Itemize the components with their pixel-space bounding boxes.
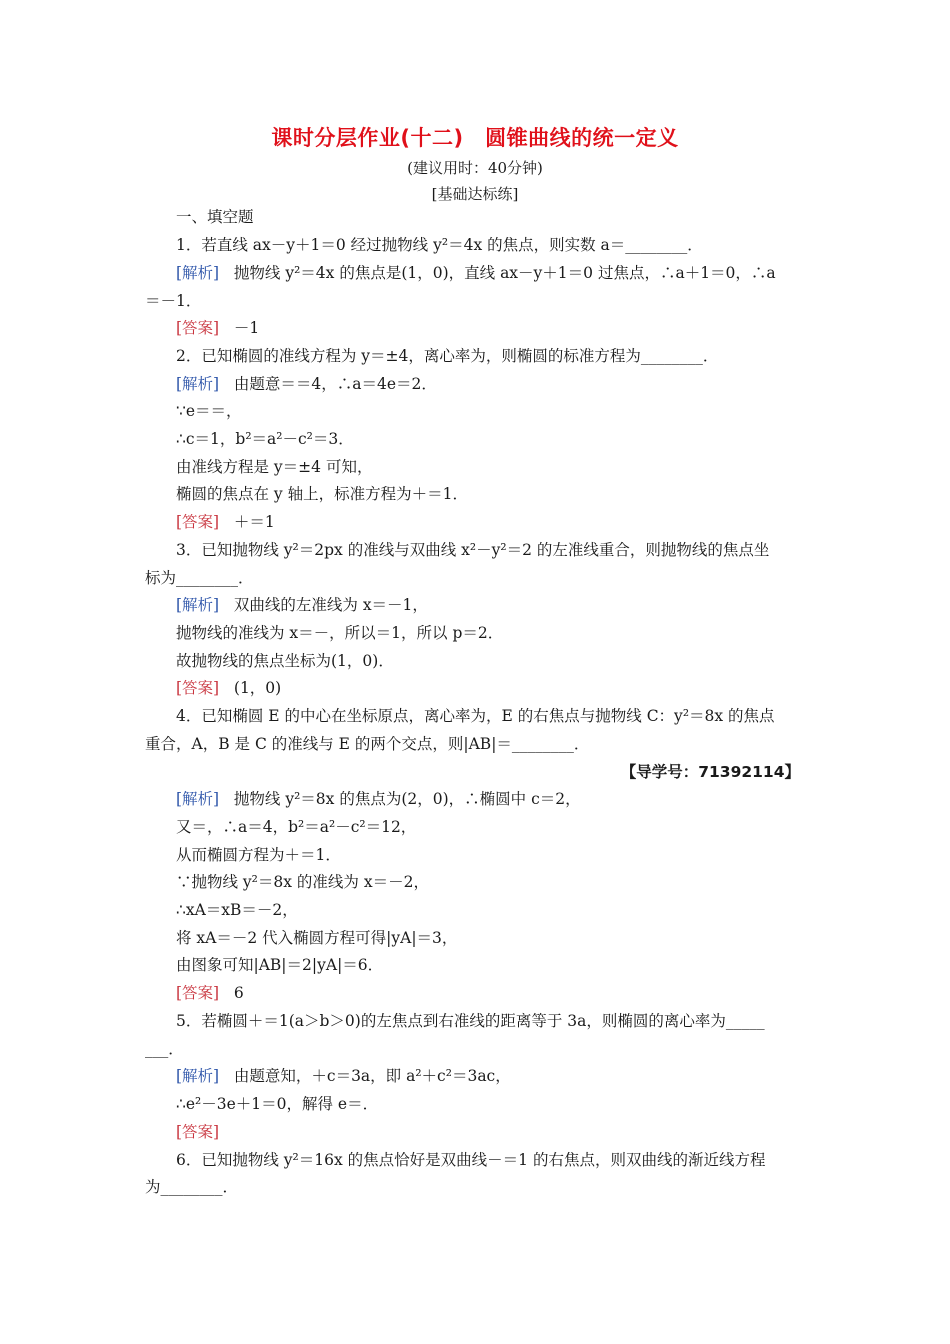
q3-answer: [176, 678, 281, 698]
q4-answer-text: 6: [233, 984, 244, 1002]
guide-number: 【导学号：71392114】: [620, 763, 800, 781]
q1-analysis-cont: ＝－1．: [145, 292, 202, 310]
q2-line-3: ∴c＝1，b²＝a²－c²＝3．: [176, 430, 354, 448]
q1-answer: [176, 318, 259, 338]
answer-label: [答案]: [176, 984, 220, 1002]
answer-label: [答案]: [176, 319, 220, 337]
q4-line-4: ∵抛物线 y²＝8x 的准线为 x＝－2，: [176, 873, 429, 891]
section-tag: [基础达标练]: [431, 185, 519, 203]
q3-stem: 3．已知抛物线 y²＝2px 的准线与双曲线 x²－y²＝2 的左准线重合，则抛物线的焦点坐: [176, 541, 770, 559]
q5-stem-cont: ___．: [145, 1040, 184, 1058]
q5-stem: 5．若椭圆＋＝1(a＞b＞0)的左焦点到右准线的距离等于 3a，则椭圆的离心率为_____: [176, 1012, 765, 1030]
answer-label: [答案]: [176, 679, 220, 697]
q4-stem-cont: 重合，A，B 是 C 的准线与 E 的两个交点，则|AB|＝________．: [145, 735, 590, 753]
q1-analysis: [176, 263, 776, 283]
q2-answer-text: ＋＝1: [233, 513, 275, 531]
q4-analysis: [176, 789, 581, 809]
answer-label: [答案]: [176, 1123, 220, 1141]
q5-answer: [176, 1122, 219, 1142]
q2-analysis: [176, 374, 437, 394]
analysis-label: [解析]: [176, 264, 220, 282]
q3-line-2: 抛物线的准线为 x＝－，所以＝1，所以 p＝2．: [176, 624, 504, 642]
section-heading: 一、填空题: [176, 208, 254, 226]
q6-stem: 6．已知抛物线 y²＝16x 的焦点恰好是双曲线－＝1 的右焦点，则双曲线的渐近线方程: [176, 1151, 766, 1169]
q3-analysis-text: 双曲线的左准线为 x＝－1，: [233, 596, 428, 614]
answer-label: [答案]: [176, 513, 220, 531]
q4-stem: 4．已知椭圆 E 的中心在坐标原点，离心率为，E 的右焦点与抛物线 C：y²＝8x 的焦点: [176, 707, 775, 725]
q2-line-2: ∵e＝＝，: [176, 402, 242, 420]
q2-line-5: 椭圆的焦点在 y 轴上，标准方程为＋＝1．: [176, 485, 468, 503]
q2-line-4: 由准线方程是 y＝±4 可知，: [176, 458, 373, 476]
q5-analysis-text: 由题意知，＋c＝3a，即 a²＋c²＝3ac，: [233, 1067, 511, 1085]
analysis-label: [解析]: [176, 375, 220, 393]
time-suggestion: (建议用时：40分钟): [407, 159, 543, 177]
q1-stem: 1．若直线 ax－y＋1＝0 经过抛物线 y²＝4x 的焦点，则实数 a＝________．: [176, 236, 703, 254]
q3-stem-cont: 标为________．: [145, 569, 254, 587]
q4-line-2: 又＝，∴a＝4，b²＝a²－c²＝12，: [176, 818, 417, 836]
q5-line-2: ∴e²－3e＋1＝0，解得 e＝．: [176, 1095, 379, 1113]
q5-analysis: [176, 1066, 511, 1086]
q1-answer-text: －1: [233, 319, 260, 337]
analysis-label: [解析]: [176, 790, 220, 808]
document-title: 课时分层作业(十二) 圆锥曲线的统一定义: [271, 126, 679, 150]
analysis-label: [解析]: [176, 596, 220, 614]
analysis-label: [解析]: [176, 1067, 220, 1085]
q6-stem-cont: 为________．: [145, 1178, 239, 1196]
q3-line-3: 故抛物线的焦点坐标为(1，0)．: [176, 652, 394, 670]
q1-analysis-text: 抛物线 y²＝4x 的焦点是(1，0)，直线 ax－y＋1＝0 过焦点，∴a＋1＝0，∴a: [233, 264, 776, 282]
q4-line-3: 从而椭圆方程为＋＝1．: [176, 846, 341, 864]
q2-stem: 2．已知椭圆的准线方程为 y＝±4，离心率为，则椭圆的标准方程为________．: [176, 347, 719, 365]
q2-answer: [176, 512, 275, 532]
q3-answer-text: (1，0): [233, 679, 282, 697]
q4-line-5: ∴xA＝xB＝－2，: [176, 901, 298, 919]
q4-line-6: 将 xA＝－2 代入椭圆方程可得|yA|＝3，: [176, 929, 458, 947]
q4-line-7: 由图象可知|AB|＝2|yA|＝6．: [176, 956, 384, 974]
q4-answer: [176, 983, 244, 1003]
q3-analysis: [176, 595, 428, 615]
q4-analysis-text: 抛物线 y²＝8x 的焦点为(2，0)，∴椭圆中 c＝2，: [233, 790, 581, 808]
q2-analysis-text: 由题意＝＝4，∴a＝4e＝2．: [233, 375, 437, 393]
